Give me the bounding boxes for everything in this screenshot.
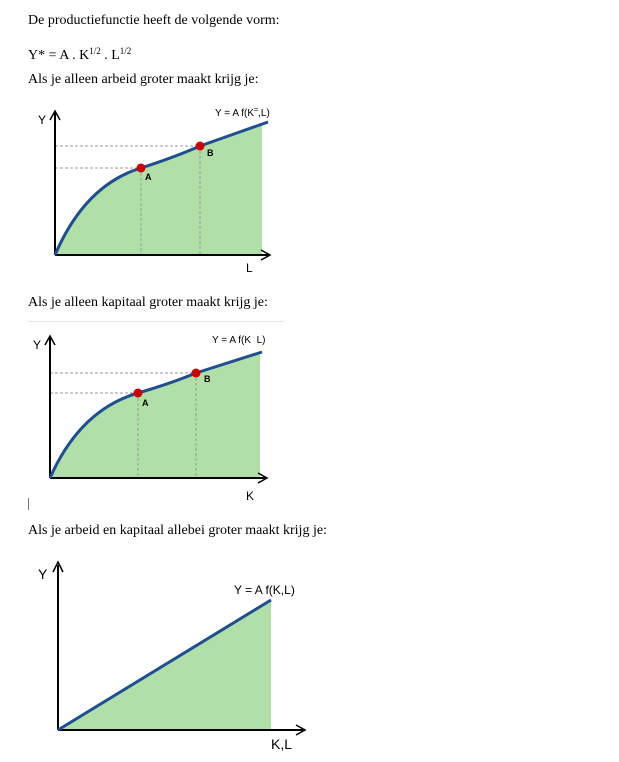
formula-lhs: Y* = A . K [28, 48, 90, 63]
caption-capital: Als je alleen kapitaal groter maakt krijg je: [28, 295, 268, 310]
caption-labor: Als je alleen arbeid groter maakt krijg je: [28, 72, 259, 87]
curve-label: Y = A f(K=,L) [215, 107, 270, 119]
formula-exp-k: 1/2 [89, 46, 101, 56]
x-axis-label: K,L [271, 736, 293, 752]
formula-mid: . L [100, 48, 120, 63]
curve-label: Y = A f(K,L) [234, 583, 295, 597]
intro-text: De productiefunctie heeft de volgende vorm: [28, 13, 280, 28]
caption-both: Als je arbeid en kapitaal allebei groter maakt krijg je: [28, 523, 327, 538]
x-axis-label: L [246, 261, 253, 275]
point-a-label: A [145, 172, 152, 182]
point-b-label: B [207, 148, 214, 158]
formula-exp-l: 1/2 [119, 46, 132, 56]
y-axis-label: Y [33, 338, 42, 352]
point-b-label: B [204, 374, 211, 384]
x-axis-label: K [246, 489, 255, 503]
y-axis-label: Y [38, 113, 47, 127]
point-a-label: A [142, 398, 149, 408]
curve-label: Y = A f(K L) [212, 335, 266, 346]
y-axis-label: Y [38, 566, 48, 582]
